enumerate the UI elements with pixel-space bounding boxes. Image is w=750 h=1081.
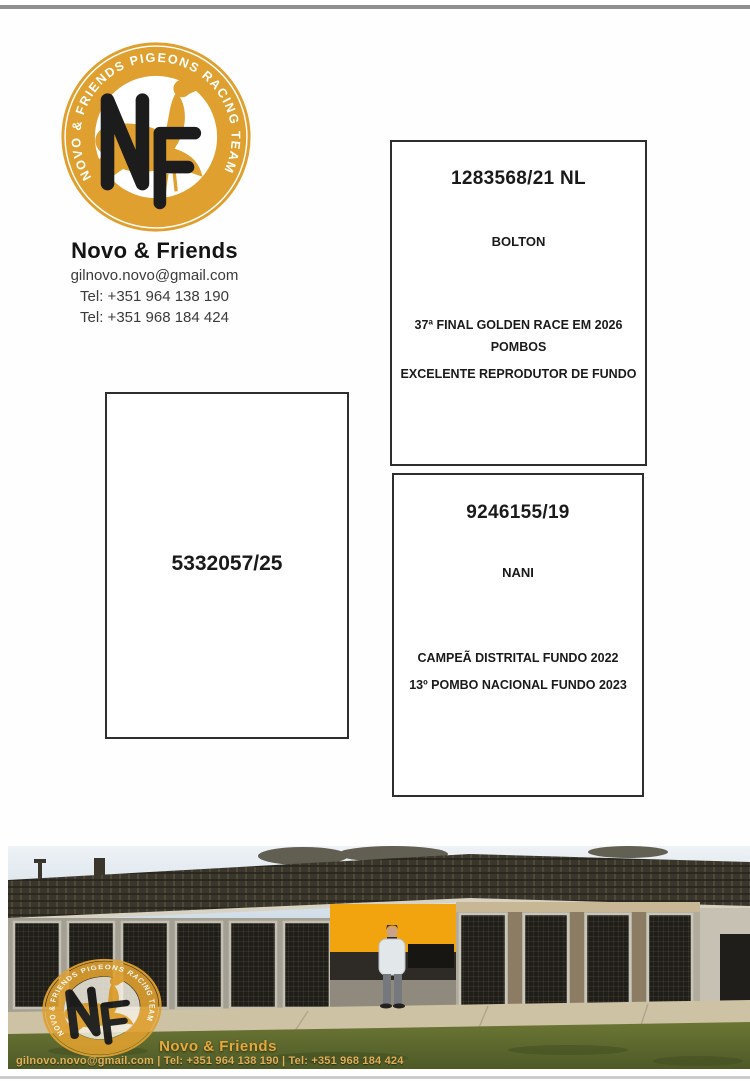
dark-screen (408, 944, 454, 968)
achievement: EXCELENTE REPRODUTOR DE FUNDO (400, 367, 637, 381)
ring-number: 1283568/21 NL (451, 168, 586, 189)
achievement: 37ª FINAL GOLDEN RACE EM 2026 (414, 318, 623, 332)
pedigree-box-subject (105, 392, 349, 739)
brand-name: Novo & Friends (71, 238, 238, 263)
wood-beam (456, 902, 700, 912)
team-logo (59, 40, 253, 234)
photo-caption-brand: Novo & Friends (159, 1038, 277, 1055)
header-contact-block (27, 238, 282, 327)
bottom-divider (0, 1076, 750, 1079)
brand-email: gilnovo.novo@gmail.com (70, 267, 239, 284)
photo-caption-contact: gilnovo.novo@gmail.com | Tel: +351 964 138 190 | Tel: +351 968 184 424 (16, 1055, 404, 1067)
brand-phone-2: Tel: +351 968 184 424 (80, 309, 229, 326)
top-divider (0, 5, 750, 9)
ring-number: 9246155/19 (466, 502, 570, 523)
loft-photo (8, 846, 750, 1069)
bird-name: BOLTON (491, 234, 546, 249)
pedigree-box-dam (392, 473, 644, 797)
end-doorway (720, 934, 750, 1006)
logo-ring-text: NOVO & FRIENDS PIGEONS RACING TEAM (69, 50, 243, 183)
achievement: CAMPEÃ DISTRITAL FUNDO 2022 (417, 651, 619, 665)
achievement: 13º POMBO NACIONAL FUNDO 2023 (409, 678, 627, 692)
ring-number: 5332057/25 (171, 552, 283, 575)
photo-logo-ring-text: NOVO & FRIENDS PIGEONS RACING TEAM (46, 962, 158, 1038)
pedigree-box-sire (390, 140, 647, 466)
bird-name: NANI (502, 565, 534, 580)
brand-phone-1: Tel: +351 964 138 190 (80, 288, 229, 305)
achievement: POMBOS (490, 340, 547, 354)
